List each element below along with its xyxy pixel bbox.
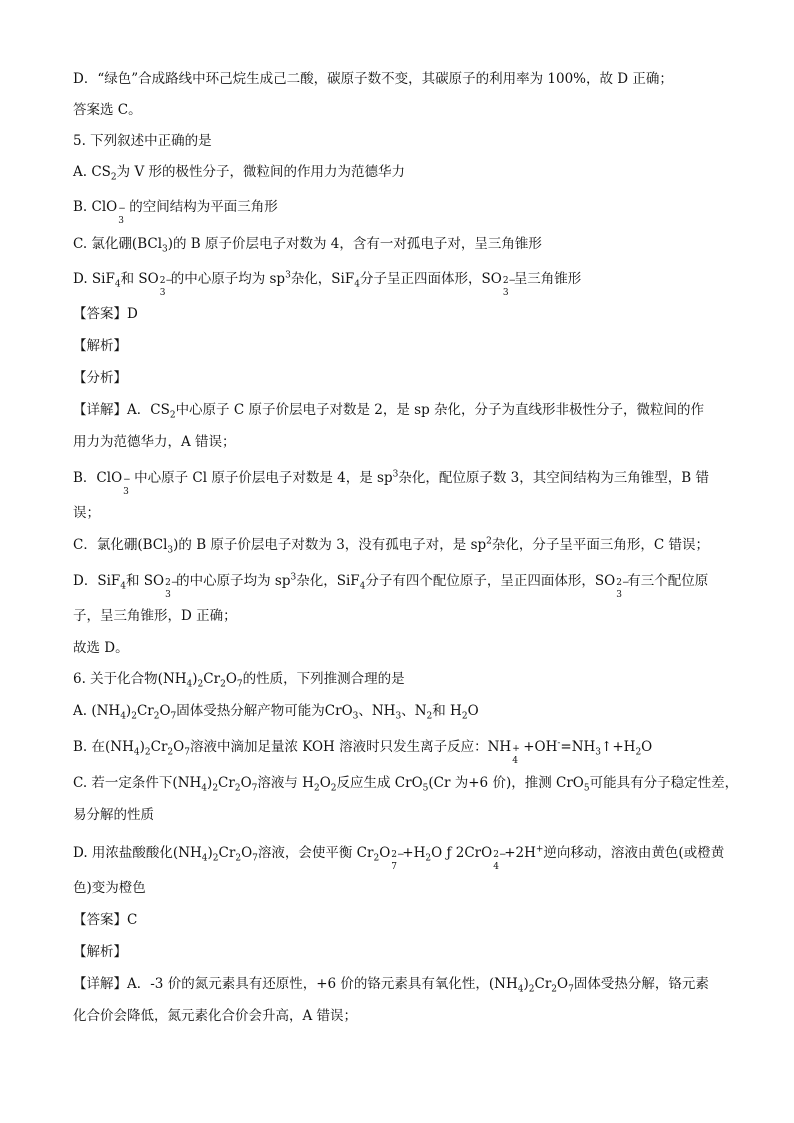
option-b: B. 在$(NH_4)_2Cr_2O_7$溶液中滴加足量浓 KOH 溶液时只发生离子反应：NH + 4 $+OH^-=NH_3↑+H_2O$ (73, 738, 653, 766)
paragraph-line: 用力为范德华力，A 错误； (73, 434, 236, 450)
paragraph-line: 化合价会降低，氮元素化合价会升高，A 错误； (73, 1008, 358, 1024)
paragraph-line: 故选 D。 (73, 640, 129, 656)
paragraph-line: 色)变为橙色 (73, 880, 146, 896)
paragraph-line: D．“绿色”合成路线中环己烷生成己二酸，碳原子数不变，其碳原子的利用率为 100%，故 D 正确； (73, 71, 673, 87)
option-b: B. ClO − 3 的空间结构为平面三角形 (73, 199, 278, 226)
paragraph-line: 答案选 C。 (73, 102, 142, 118)
paragraph-line: D．SiF$_4$和 SO 2− 3 的中心原子均为 $sp^3$杂化，SiF$_4$分子有四个配位原子，呈正四面体形，SO 2− 3 有三个配位原 (73, 572, 709, 600)
paragraph-line: 子，呈三角锥形，D 正确； (73, 608, 237, 624)
option-d: D. SiF$_4$和 SO 2− 3 的中心原子均为 $sp^3$杂化，SiF$_4$分子呈正四面体形，SO 2− 3 呈三角锥形 (73, 270, 582, 298)
answer-label: 【答案】C (73, 912, 138, 928)
analysis-label: 【解析】 (73, 338, 127, 354)
paragraph-line: 【详解】A．-3 价的氮元素具有还原性，+6 价的铬元素具有氧化性，$(NH_4)_2Cr_2O_7$固体受热分解，铬元素 (73, 976, 709, 995)
answer-label: 【答案】D (73, 306, 138, 322)
paragraph-line: C．氯化硼(BCl$_3$)的 B 原子价层电子对数为 3，没有孤电子对，是 $sp^2$杂化，分子呈平面三角形，C 错误； (73, 536, 710, 556)
option-d: D. 用浓盐酸酸化$(NH_4)_2Cr_2O_7$溶液，会使平衡 $Cr_2O$ 2− 7 $+H_2O$ ƒ 2CrO 2− 4 +2H+逆向移动，溶液由黄色(或橙黄 (73, 844, 725, 872)
option-c: C. 氯化硼(BCl$_3$)的 B 原子价层电子对数为 4，含有一对孤电子对，呈三角锥形 (73, 236, 542, 255)
question-6-stem: 6. 关于化合物$(NH_4)_2Cr_2O_7$的性质，下列推测合理的是 (73, 671, 405, 690)
paragraph-line: 误； (73, 505, 100, 521)
paragraph-line: 易分解的性质 (73, 807, 154, 823)
option-a: A. $(NH_4)_2Cr_2O_7$固体受热分解产物可能为CrO$_3$、$NH_3$、$N_2$和 $H_2O$ (73, 703, 479, 722)
question-5-stem: 5. 下列叙述中正确的是 (73, 133, 212, 149)
option-a: A. $CS_2$为 V 形的极性分子，微粒间的作用力为范德华力 (73, 164, 405, 183)
analysis-label: 【分析】 (73, 370, 127, 386)
option-c: C. 若一定条件下$(NH_4)_2Cr_2O_7$溶液与 $H_2O_2$反应生成 CrO$_5$(Cr 为+6 价)，推测 CrO$_5$可能具有分子稳定性差， (73, 775, 739, 794)
analysis-label: 【解析】 (73, 944, 127, 960)
paragraph-line: 【详解】A．$CS_2$中心原子 C 原子价层电子对数是 2，是 sp 杂化，分子为直线形非极性分子，微粒间的作 (73, 402, 705, 421)
paragraph-line: B．ClO − 3 中心原子 Cl 原子价层电子对数是 4，是 $sp^3$杂化，配位原子数 3，其空间结构为三角锥型，B 错 (73, 469, 709, 497)
